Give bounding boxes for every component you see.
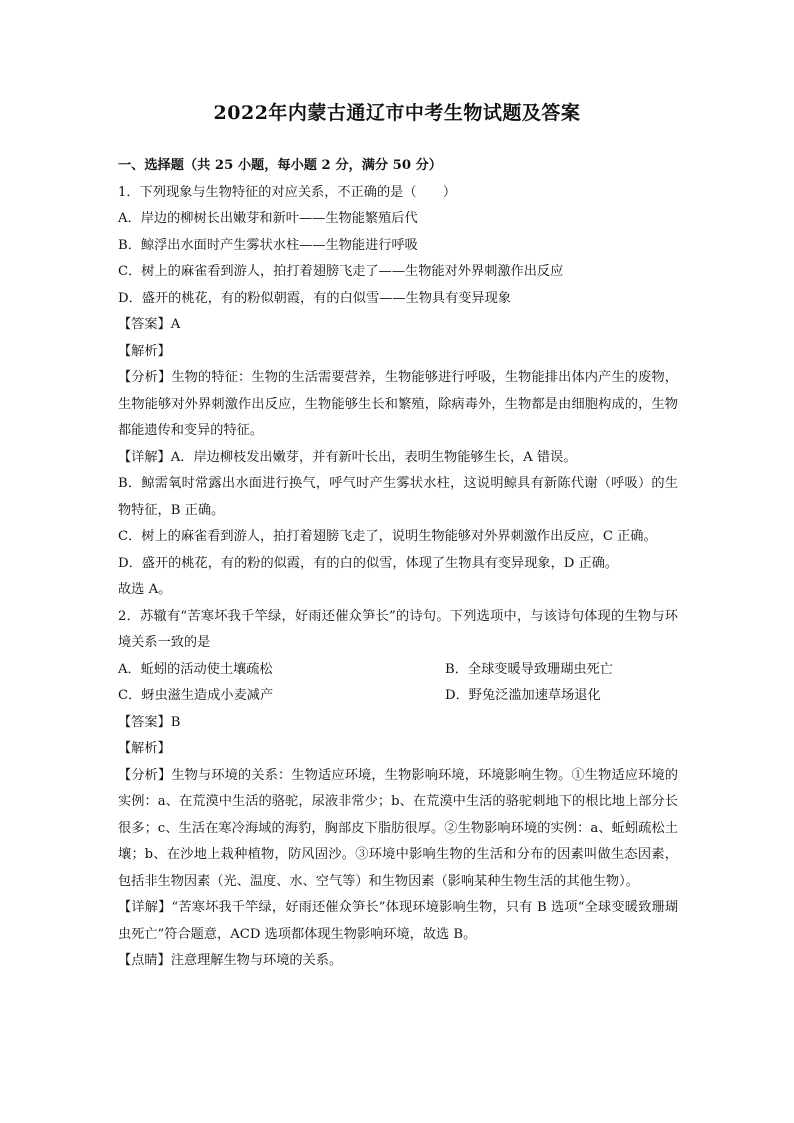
question-2-option-a: A．蚯蚓的活动使土壤疏松 bbox=[118, 661, 273, 677]
question-1-analysis: 【分析】生物的特征：生物的生活需要营养，生物能够进行呼吸，生物能排出体内产生的废物，生物能够对外界刺激作出反应，生物能够生长和繁殖，除病毒外，生物都是由细胞构成的，生物都能遗传和变异的特征。 bbox=[118, 370, 678, 438]
document-body bbox=[118, 153, 678, 975]
question-1-option-c: C．树上的麻雀看到游人，拍打着翅膀飞走了——生物能对外界刺激作出反应 bbox=[118, 264, 564, 279]
question-2-stem: 2．苏辙有“苦寒坏我千竿绿，好雨还催众笋长”的诗句。下列选项中，与该诗句体现的生物与环境关系一致的是 bbox=[118, 608, 678, 650]
question-1-conclusion: 故选 A。 bbox=[118, 582, 172, 597]
question-1-stem: 1．下列现象与生物特征的对应关系，不正确的是（ ） bbox=[118, 184, 457, 200]
question-1-detail-d: D．盛开的桃花，有的粉的似霞，有的白的似雪，体现了生物具有变异现象，D 正确。 bbox=[118, 555, 619, 571]
question-2-analysis-label: 【解析】 bbox=[118, 741, 171, 756]
question-2-analysis: 【分析】生物与环境的关系：生物适应环境，生物影响环境，环境影响生物。①生物适应环境的实例：a、在荒漠中生活的骆驼，尿液非常少；b、在荒漠中生活的骆驼刺地下的根比地上部分长很多；c、生活在寒冷海域的海豹，胸部皮下脂肪很厚。②生物影响环境的实例：a、蚯蚓疏松土壤；b、在沙地上栽种植物，防风固沙。③环境中影响生物的生活和分布的因素叫做生态因素，包括非生物因素（光、温度、水、空气等）和生物因素（影响某种生物生活的其他生物）。 bbox=[118, 767, 678, 889]
question-2-note: 【点睛】注意理解生物与环境的关系。 bbox=[118, 953, 343, 968]
question-1-detail-c: C．树上的麻雀看到游人，拍打着翅膀飞走了，说明生物能够对外界刺激作出反应，C 正确。 bbox=[118, 529, 657, 544]
question-1-analysis-label: 【解析】 bbox=[118, 343, 171, 359]
question-2-option-c: C．蚜虫滋生造成小麦减产 bbox=[118, 688, 274, 703]
question-1-option-b: B．鲸浮出水面时产生雾状水柱——生物能进行呼吸 bbox=[118, 237, 418, 253]
question-1-detail-b: B．鲸需氧时常露出水面进行换气，呼气时产生雾状水柱，这说明鲸具有新陈代谢（呼吸）的生物特征，B 正确。 bbox=[118, 476, 678, 518]
question-2-detail: 【详解】“苦寒坏我千竿绿，好雨还催众笋长”体现环境影响生物，只有 B 选项“全球变暖致珊瑚虫死亡”符合题意，ACD 选项都体现生物影响环境，故选 B。 bbox=[118, 900, 678, 942]
question-1-detail-a: 【详解】A．岸边柳枝发出嫩芽，并有新叶长出，表明生物能够生长，A 错误。 bbox=[118, 449, 577, 465]
document-title: 2022年内蒙古通辽市中考生物试题及答案 bbox=[213, 102, 581, 124]
question-1-option-a: A．岸边的柳树长出嫩芽和新叶——生物能繁殖后代 bbox=[118, 211, 418, 226]
question-2-options-row-1 bbox=[118, 657, 678, 684]
section-heading: 一、选择题（共 25 小题，每小题 2 分，满分 50 分） bbox=[118, 158, 442, 173]
question-1-option-d: D．盛开的桃花，有的粉似朝霞，有的白似雪——生物具有变异现象 bbox=[118, 290, 512, 306]
question-2-option-d: D．野兔泛滥加速草场退化 bbox=[445, 688, 601, 703]
question-1-answer: 【答案】A bbox=[118, 317, 181, 332]
question-2-option-b: B．全球变暖导致珊瑚虫死亡 bbox=[445, 661, 613, 677]
question-2-answer: 【答案】B bbox=[118, 714, 181, 730]
question-2-options-row-2 bbox=[118, 683, 678, 710]
